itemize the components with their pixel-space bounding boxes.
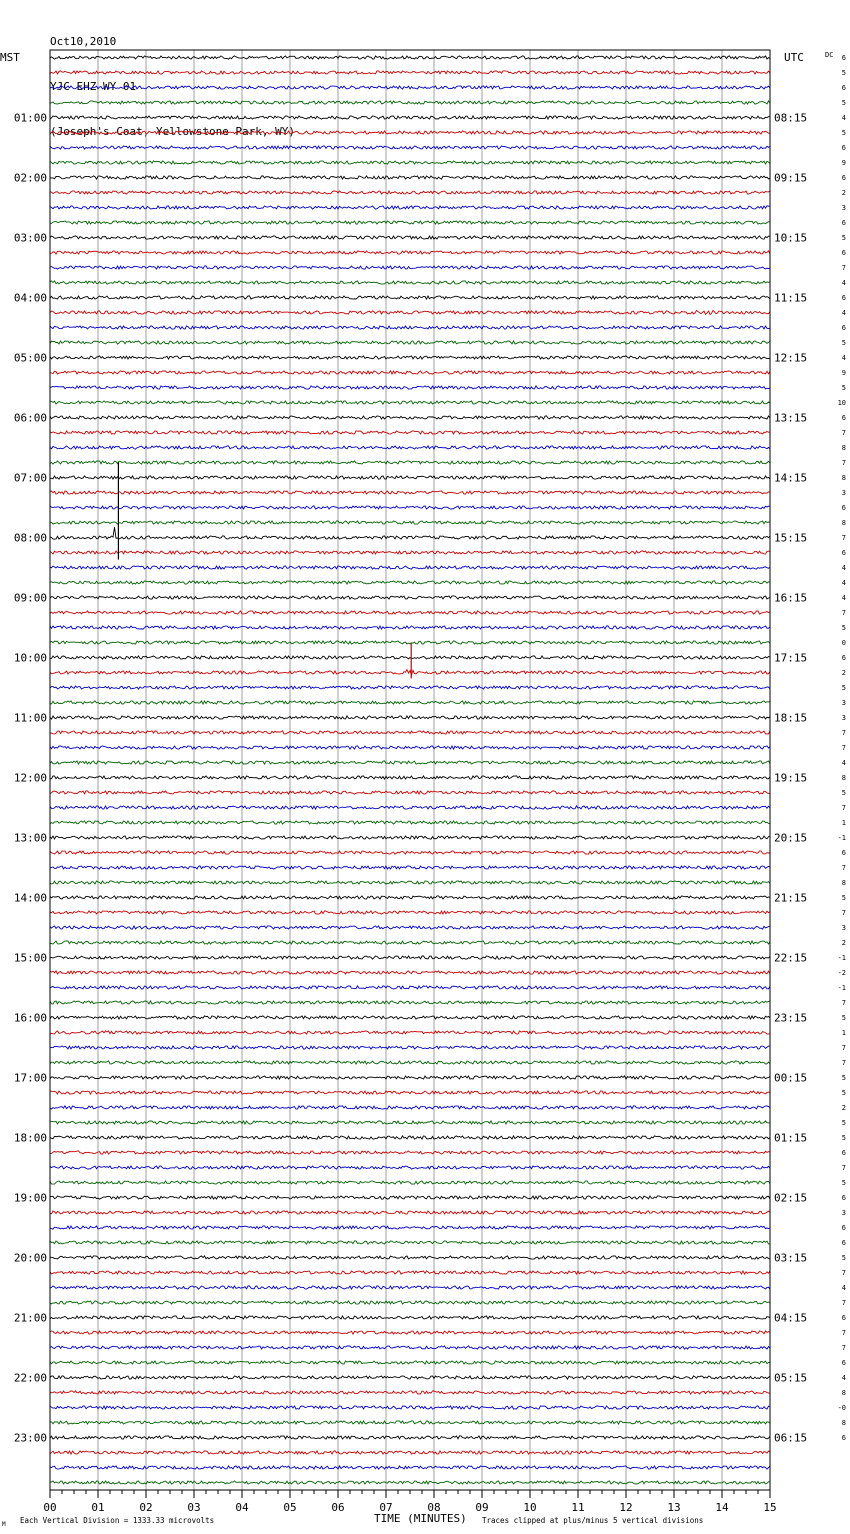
trace-line xyxy=(50,1031,770,1034)
dc-offset: 7 xyxy=(841,1164,846,1172)
x-tick-label: 03 xyxy=(187,1501,201,1514)
trace-line xyxy=(50,521,770,524)
trace-line xyxy=(50,821,770,824)
dc-offset: 4 xyxy=(841,114,846,122)
dc-offset: 6 xyxy=(841,324,846,332)
dc-offset: 7 xyxy=(841,864,846,872)
trace-line xyxy=(50,1436,770,1439)
trace-line xyxy=(50,1046,770,1049)
trace-line xyxy=(50,71,770,74)
trace-line xyxy=(50,371,770,374)
dc-offset: 6 xyxy=(841,54,846,62)
dc-offset: 7 xyxy=(841,429,846,437)
utc-hour-label: 06:15 xyxy=(774,1431,808,1445)
dc-offset: 2 xyxy=(841,939,846,947)
trace-line xyxy=(50,1151,770,1154)
dc-offset: 3 xyxy=(841,699,846,707)
trace-line xyxy=(50,221,770,224)
trace-line xyxy=(50,266,770,269)
dc-offset: 8 xyxy=(841,1389,846,1397)
utc-hour-label: 18:15 xyxy=(774,711,808,725)
trace-line xyxy=(50,116,770,119)
trace-line xyxy=(50,731,770,734)
dc-offset: 7 xyxy=(841,804,846,812)
mst-hour-label: 07:00 xyxy=(13,471,47,485)
trace-line xyxy=(50,401,770,404)
dc-offset: 4 xyxy=(841,354,846,362)
dc-offset: 6 xyxy=(841,414,846,422)
trace-line xyxy=(50,611,770,614)
scale-note: Each Vertical Division = 1333.33 microvolts xyxy=(20,1516,215,1525)
trace-line xyxy=(50,551,770,554)
utc-label: UTC xyxy=(784,51,804,64)
utc-hour-label: 01:15 xyxy=(774,1131,808,1145)
trace-line xyxy=(50,446,770,449)
dc-offset: 7 xyxy=(841,1269,846,1277)
dc-offset: 7 xyxy=(841,1059,846,1067)
dc-offset: 6 xyxy=(841,1359,846,1367)
trace-line xyxy=(50,86,770,89)
dc-offset: 4 xyxy=(841,1374,846,1382)
mst-hour-label: 12:00 xyxy=(13,771,47,785)
trace-line xyxy=(50,161,770,164)
trace-line xyxy=(50,431,770,434)
x-tick-label: 15 xyxy=(763,1501,777,1514)
trace-line xyxy=(50,326,770,329)
dc-offset: 4 xyxy=(841,279,846,287)
dc-offset: 7 xyxy=(841,909,846,917)
trace-line xyxy=(50,131,770,134)
trace-line xyxy=(50,1136,770,1139)
trace-line xyxy=(50,896,770,899)
clip-note: Traces clipped at plus/minus 5 vertical divisions xyxy=(482,1516,704,1525)
mst-hour-label: 20:00 xyxy=(13,1251,47,1265)
dc-offset: 3 xyxy=(841,714,846,722)
trace-line xyxy=(50,1376,770,1379)
trace-line xyxy=(50,761,770,764)
trace-line xyxy=(50,191,770,194)
utc-hour-label: 02:15 xyxy=(774,1191,808,1205)
utc-hour-label: 22:15 xyxy=(774,951,808,965)
utc-hour-label: 11:15 xyxy=(774,291,808,305)
dc-offset: 7 xyxy=(841,1044,846,1052)
dc-offset: 4 xyxy=(841,309,846,317)
dc-offset: 6 xyxy=(841,294,846,302)
trace-line xyxy=(50,1241,770,1244)
dc-offset: -0 xyxy=(837,1404,846,1412)
trace-line xyxy=(50,971,770,974)
trace-line xyxy=(50,851,770,854)
mst-hour-label: 05:00 xyxy=(13,351,47,365)
dc-offset: 7 xyxy=(841,459,846,467)
dc-offset-labels xyxy=(838,54,846,1442)
trace-line xyxy=(50,1481,770,1484)
dc-offset: 5 xyxy=(841,129,846,137)
dc-offset: 6 xyxy=(841,84,846,92)
mst-hour-labels xyxy=(14,112,47,1445)
trace-line xyxy=(50,641,770,644)
station-code: YJC EHZ WY 01 xyxy=(50,80,137,93)
trace-line xyxy=(50,581,770,584)
trace-line xyxy=(50,806,770,809)
trace-line xyxy=(50,1091,770,1094)
dc-offset: 5 xyxy=(841,1119,846,1127)
dc-offset: 5 xyxy=(841,384,846,392)
dc-offset: 5 xyxy=(841,1254,846,1262)
trace-line xyxy=(50,1121,770,1124)
utc-hour-label: 13:15 xyxy=(774,411,808,425)
dc-offset: 7 xyxy=(841,534,846,542)
trace-line xyxy=(50,146,770,149)
trace-line xyxy=(50,791,770,794)
trace-line xyxy=(50,866,770,869)
dc-offset: 6 xyxy=(841,1194,846,1202)
mst-hour-label: 23:00 xyxy=(13,1431,47,1445)
dc-offset: 4 xyxy=(841,564,846,572)
trace-line xyxy=(50,491,770,494)
trace-line xyxy=(50,701,770,704)
x-axis-title: TIME (MINUTES) xyxy=(374,1512,467,1525)
dc-offset: 4 xyxy=(841,579,846,587)
dc-offset: 7 xyxy=(841,264,846,272)
utc-hour-label: 20:15 xyxy=(774,831,808,845)
trace-line xyxy=(50,716,770,719)
trace-line xyxy=(50,881,770,884)
trace-line xyxy=(50,1076,770,1079)
trace-line xyxy=(50,1391,770,1394)
dc-offset: 5 xyxy=(841,624,846,632)
dc-offset: 6 xyxy=(841,654,846,662)
dc-offset: 2 xyxy=(841,189,846,197)
dc-offset: 1 xyxy=(841,1029,846,1037)
plot-date: Oct10,2010 xyxy=(50,35,117,48)
dc-offset: 6 xyxy=(841,1224,846,1232)
dc-offset: -2 xyxy=(837,969,846,977)
dc-offset: 5 xyxy=(841,1014,846,1022)
dc-offset: 8 xyxy=(841,444,846,452)
dc-offset: 5 xyxy=(841,1134,846,1142)
mst-hour-label: 21:00 xyxy=(13,1311,47,1325)
x-tick-label: 12 xyxy=(619,1501,633,1514)
mst-hour-label: 01:00 xyxy=(13,111,47,125)
trace-line xyxy=(50,670,770,676)
dc-offset: 4 xyxy=(841,759,846,767)
dc-offset: 4 xyxy=(841,594,846,602)
trace-line xyxy=(50,1286,770,1289)
dc-label: DC xyxy=(825,51,834,59)
mst-hour-label: 18:00 xyxy=(13,1131,47,1145)
x-tick-label: 05 xyxy=(283,1501,297,1514)
trace-line xyxy=(50,911,770,914)
trace-line xyxy=(50,476,770,479)
trace-line xyxy=(50,310,770,314)
utc-hour-label: 15:15 xyxy=(774,531,808,545)
dc-offset: 5 xyxy=(841,339,846,347)
trace-line xyxy=(50,1316,770,1319)
trace-line xyxy=(50,341,770,344)
mst-hour-label: 15:00 xyxy=(13,951,47,965)
mst-hour-label: 08:00 xyxy=(13,531,47,545)
trace-line xyxy=(50,356,770,359)
mst-hour-label: 13:00 xyxy=(13,831,47,845)
trace-line xyxy=(50,1226,770,1229)
trace-line xyxy=(50,461,770,464)
trace-line xyxy=(50,836,770,839)
trace-line xyxy=(50,1016,770,1019)
x-tick-label: 00 xyxy=(43,1501,57,1514)
dc-offset: 3 xyxy=(841,1209,846,1217)
trace-line xyxy=(50,626,770,629)
utc-hour-label: 12:15 xyxy=(774,351,808,365)
dc-offset: 6 xyxy=(841,1434,846,1442)
x-tick-label: 14 xyxy=(715,1501,729,1514)
utc-hour-label: 17:15 xyxy=(774,651,808,665)
dc-offset: 7 xyxy=(841,729,846,737)
mst-label: MST xyxy=(0,51,20,64)
trace-line xyxy=(50,1181,770,1184)
trace-line xyxy=(50,176,770,179)
trace-line xyxy=(50,1421,770,1424)
trace-line xyxy=(50,1346,770,1349)
dc-offset: 2 xyxy=(841,669,846,677)
trace-line xyxy=(50,926,770,929)
dc-offset: 5 xyxy=(841,1179,846,1187)
trace-line xyxy=(50,281,770,284)
trace-line xyxy=(50,1211,770,1214)
x-tick-label: 02 xyxy=(139,1501,153,1514)
trace-line xyxy=(50,1466,770,1469)
mst-hour-label: 19:00 xyxy=(13,1191,47,1205)
dc-offset: 5 xyxy=(841,234,846,242)
trace-line xyxy=(50,296,770,299)
trace-line xyxy=(50,236,770,239)
dc-offset: 9 xyxy=(841,369,846,377)
mst-hour-label: 04:00 xyxy=(13,291,47,305)
utc-hour-label: 00:15 xyxy=(774,1071,808,1085)
dc-offset: 8 xyxy=(841,1419,846,1427)
mst-hour-label: 10:00 xyxy=(13,651,47,665)
trace-line xyxy=(50,686,770,689)
dc-offset: 9 xyxy=(841,159,846,167)
dc-offset: 0 xyxy=(841,639,846,647)
utc-hour-labels xyxy=(774,112,807,1445)
trace-line xyxy=(50,56,770,59)
trace-line xyxy=(50,1061,770,1064)
dc-offset: 10 xyxy=(837,399,846,407)
dc-offset: 8 xyxy=(841,519,846,527)
mst-hour-label: 22:00 xyxy=(13,1371,47,1385)
dc-offset: 7 xyxy=(841,1344,846,1352)
station-location: (Joseph's Coat, Yellowstone Park, WY) xyxy=(50,125,296,138)
x-tick-label: 08 xyxy=(427,1501,441,1514)
dc-offset: 7 xyxy=(841,1299,846,1307)
x-tick-label: 10 xyxy=(523,1501,537,1514)
trace-line xyxy=(50,101,770,104)
trace-line xyxy=(50,656,770,659)
trace-line xyxy=(50,1271,770,1274)
trace-line xyxy=(50,1451,770,1454)
utc-hour-label: 16:15 xyxy=(774,591,808,605)
trace-line xyxy=(50,986,770,989)
dc-offset: 6 xyxy=(841,549,846,557)
utc-hour-label: 14:15 xyxy=(774,471,808,485)
trace-line xyxy=(50,1301,770,1304)
dc-offset: 6 xyxy=(841,174,846,182)
dc-offset: 6 xyxy=(841,219,846,227)
utc-hour-label: 04:15 xyxy=(774,1311,808,1325)
trace-line xyxy=(50,941,770,944)
dc-offset: 3 xyxy=(841,924,846,932)
mst-hour-label: 16:00 xyxy=(13,1011,47,1025)
dc-offset: 2 xyxy=(841,1104,846,1112)
utc-hour-label: 23:15 xyxy=(774,1011,808,1025)
trace-line xyxy=(50,1256,770,1259)
dc-offset: 5 xyxy=(841,99,846,107)
dc-offset: 5 xyxy=(841,894,846,902)
trace-line xyxy=(50,416,770,419)
trace-line xyxy=(50,1406,770,1409)
mst-hour-label: 02:00 xyxy=(13,171,47,185)
dc-offset: 8 xyxy=(841,474,846,482)
dc-offset: 4 xyxy=(841,1284,846,1292)
mst-hour-label: 03:00 xyxy=(13,231,47,245)
dc-offset: 5 xyxy=(841,684,846,692)
dc-offset: 8 xyxy=(841,879,846,887)
mst-hour-label: 17:00 xyxy=(13,1071,47,1085)
trace-line xyxy=(50,386,770,389)
mst-hour-label: 06:00 xyxy=(13,411,47,425)
trace-line xyxy=(50,596,770,599)
dc-offset: 6 xyxy=(841,1239,846,1247)
trace-line xyxy=(50,527,770,539)
x-tick-label: 01 xyxy=(91,1501,105,1514)
dc-offset: 7 xyxy=(841,744,846,752)
utc-hour-label: 19:15 xyxy=(774,771,808,785)
x-tick-label: 07 xyxy=(379,1501,393,1514)
dc-offset: 6 xyxy=(841,249,846,257)
dc-offset: -1 xyxy=(837,954,846,962)
utc-hour-label: 10:15 xyxy=(774,231,808,245)
trace-line xyxy=(50,506,770,509)
dc-offset: 5 xyxy=(841,789,846,797)
dc-offset: 5 xyxy=(841,1089,846,1097)
time-axis xyxy=(43,1490,776,1514)
dc-offset: 5 xyxy=(841,69,846,77)
corner-mark: M xyxy=(2,1521,6,1528)
dc-offset: 6 xyxy=(841,1149,846,1157)
trace-line xyxy=(50,776,770,779)
dc-offset: 7 xyxy=(841,609,846,617)
utc-hour-label: 03:15 xyxy=(774,1251,808,1265)
dc-offset: 3 xyxy=(841,489,846,497)
mst-hour-label: 14:00 xyxy=(13,891,47,905)
x-tick-label: 09 xyxy=(475,1501,489,1514)
trace-line xyxy=(50,206,770,209)
dc-offset: 7 xyxy=(841,999,846,1007)
x-tick-label: 06 xyxy=(331,1501,345,1514)
trace-line xyxy=(50,1331,770,1334)
x-tick-label: 04 xyxy=(235,1501,249,1514)
utc-hour-label: 05:15 xyxy=(774,1371,808,1385)
trace-line xyxy=(50,1001,770,1004)
trace-lines xyxy=(50,56,770,1484)
dc-offset: 6 xyxy=(841,1314,846,1322)
utc-hour-label: 08:15 xyxy=(774,111,808,125)
x-tick-label: 13 xyxy=(667,1501,681,1514)
dc-offset: 7 xyxy=(841,1329,846,1337)
trace-line xyxy=(50,251,770,254)
trace-line xyxy=(50,1106,770,1109)
dc-offset: 3 xyxy=(841,204,846,212)
dc-offset: -1 xyxy=(837,984,846,992)
dc-offset: 8 xyxy=(841,774,846,782)
x-tick-label: 11 xyxy=(571,1501,585,1514)
dc-offset: 5 xyxy=(841,1074,846,1082)
mst-hour-label: 11:00 xyxy=(13,711,47,725)
trace-line xyxy=(50,746,770,749)
utc-hour-label: 09:15 xyxy=(774,171,808,185)
dc-offset: 6 xyxy=(841,504,846,512)
dc-offset: -1 xyxy=(837,834,846,842)
dc-offset: 6 xyxy=(841,144,846,152)
utc-hour-label: 21:15 xyxy=(774,891,808,905)
dc-offset: 1 xyxy=(841,819,846,827)
mst-hour-label: 09:00 xyxy=(13,591,47,605)
trace-line xyxy=(50,1361,770,1364)
trace-line xyxy=(50,1196,770,1199)
trace-line xyxy=(50,956,770,959)
dc-offset: 6 xyxy=(841,849,846,857)
trace-line xyxy=(50,566,770,569)
trace-line xyxy=(50,1166,770,1169)
